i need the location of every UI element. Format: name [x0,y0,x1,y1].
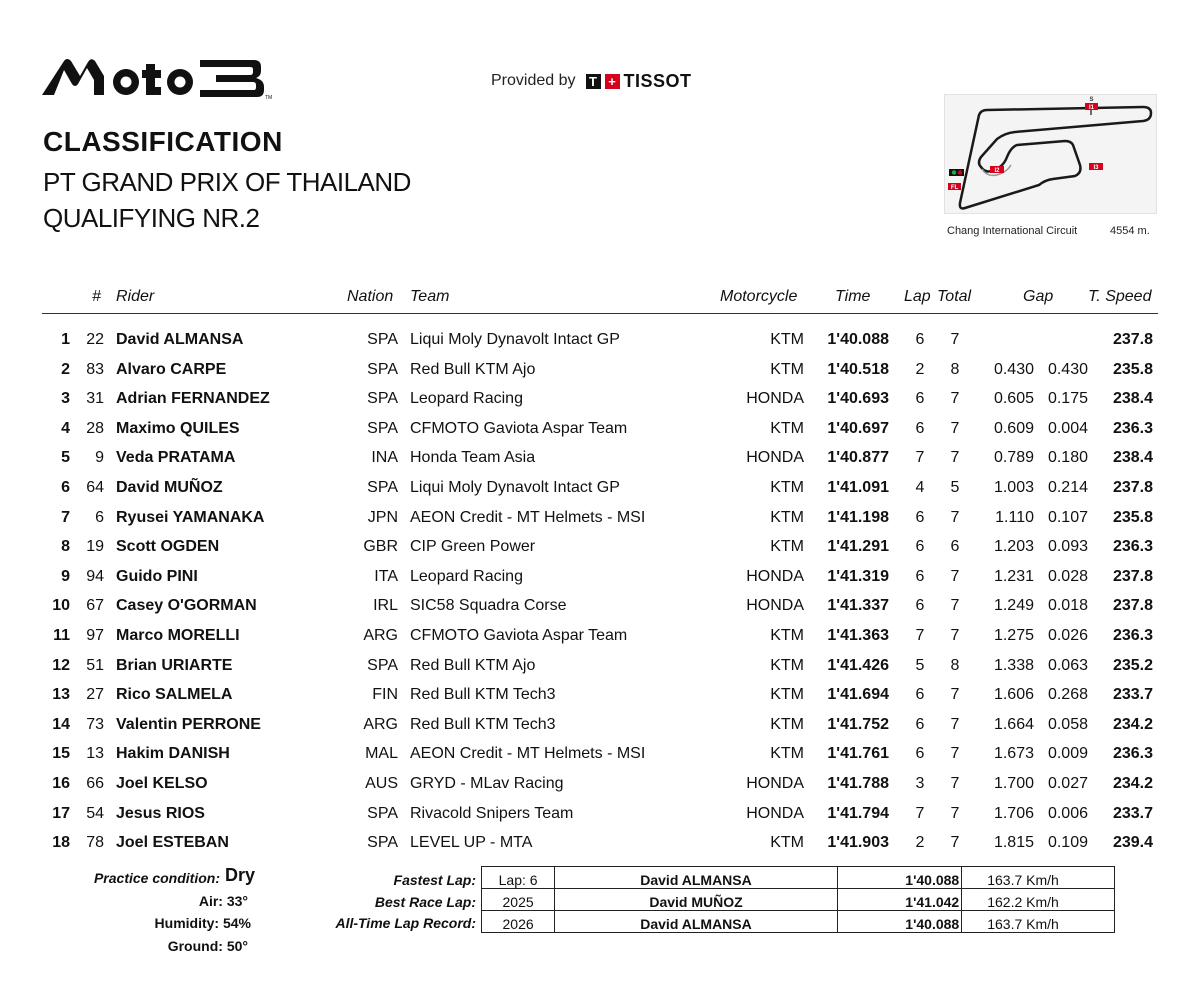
position: 13 [52,686,70,703]
best-lap-number: 6 [915,716,925,733]
rider-name: Brian URIARTE [116,657,233,674]
svg-text:I3: I3 [1093,165,1099,171]
lap-time: 1'41.794 [827,805,889,822]
nation: SPA [367,834,398,851]
gap-to-first: 0.789 [993,449,1034,466]
team-name: AEON Credit - MT Helmets - MSI [410,509,646,526]
lap-time: 1'40.697 [827,420,889,437]
motorcycle: HONDA [746,390,804,407]
motorcycle: KTM [770,420,804,437]
total-laps: 7 [950,597,960,614]
total-laps: 7 [950,686,960,703]
position: 9 [61,568,70,585]
rider-name: Adrian FERNANDEZ [116,390,270,407]
provided-by-label: Provided by [491,72,576,89]
motorcycle: KTM [770,361,804,378]
lap-time: 1'40.693 [827,390,889,407]
tissot-t-icon: T [586,74,601,89]
table-row [42,449,1158,473]
provided-by [491,70,692,92]
gap-to-previous: 0.107 [1047,509,1088,526]
col-team: Team [410,288,450,305]
top-speed: 239.4 [1112,834,1153,851]
lap-time: 1'41.337 [827,597,889,614]
team-name: LEVEL UP - MTA [410,834,533,851]
gap-to-first: 1.203 [993,538,1034,555]
total-laps: 7 [950,449,960,466]
lap-time: 1'41.363 [827,627,889,644]
header-divider [42,313,1158,314]
nation: AUS [365,775,398,792]
table-row [42,834,1158,858]
top-speed: 234.2 [1112,775,1153,792]
total-laps: 7 [950,568,960,585]
best-lap-number: 6 [915,420,925,437]
tissot-name: TISSOT [623,70,692,91]
gap-to-first: 1.231 [993,568,1034,585]
top-speed: 236.3 [1112,627,1153,644]
nation: SPA [367,331,398,348]
col-nation: Nation [347,288,394,305]
gap-to-first: 1.815 [993,834,1034,851]
top-speed: 236.3 [1112,420,1153,437]
rider-number: 78 [86,834,104,851]
top-speed: 238.4 [1112,390,1153,407]
table-row [42,479,1158,503]
record-rider: David ALMANSA [555,911,838,933]
table-row [42,805,1158,829]
circuit-track-icon [945,95,1156,213]
record-row-lap-record [482,911,1115,933]
position: 5 [61,449,70,466]
team-name: Red Bull KTM Ajo [410,361,536,378]
gap-to-previous: 0.430 [1047,361,1088,378]
best-lap-number: 6 [915,390,925,407]
svg-text:I2: I2 [994,168,1000,174]
record-rider: David MUÑOZ [555,889,838,911]
nation: IRL [373,597,398,614]
total-laps: 7 [950,716,960,733]
top-speed: 238.4 [1112,449,1153,466]
record-lap: Lap: 6 [482,867,555,889]
table-row [42,331,1158,355]
team-name: Leopard Racing [410,390,523,407]
gap-to-previous: 0.027 [1047,775,1088,792]
tissot-logo [586,71,692,92]
record-row-best-race-lap [482,889,1115,911]
gap-to-first: 1.249 [993,597,1034,614]
team-name: SIC58 Squadra Corse [410,597,567,614]
moto3-logo-icon [42,56,274,100]
event-title: PT GRAND PRIX OF THAILAND [43,167,411,197]
gap-to-first: 1.700 [993,775,1034,792]
total-laps: 8 [950,657,960,674]
team-name: AEON Credit - MT Helmets - MSI [410,745,646,762]
gap-to-previous: 0.009 [1047,745,1088,762]
rider-number: 28 [86,420,104,437]
best-lap-number: 2 [915,834,925,851]
fastest-lap-label: Fastest Lap: [393,872,476,888]
nation: SPA [367,390,398,407]
condition-label: Practice condition: [93,870,220,886]
gap-to-previous: 0.026 [1047,627,1088,644]
rider-name: Valentin PERRONE [116,716,261,733]
condition-value: Dry [225,865,256,885]
gap-to-first: 1.338 [993,657,1034,674]
humidity: Humidity: 54% [154,915,251,931]
ground-temperature: Ground: 50° [167,938,248,954]
motorcycle: KTM [770,479,804,496]
record-speed: 162.2 Km/h [962,889,1115,911]
team-name: CFMOTO Gaviota Aspar Team [410,420,628,437]
motorcycle: KTM [770,538,804,555]
circuit-name: Chang International Circuit [947,225,1078,237]
position: 17 [52,805,70,822]
team-name: Honda Team Asia [410,449,536,466]
total-laps: 7 [950,745,960,762]
nation: INA [371,449,398,466]
document-type-title: CLASSIFICATION [43,126,283,157]
gap-to-previous: 0.180 [1047,449,1088,466]
total-laps: 8 [950,361,960,378]
team-name: Liqui Moly Dynavolt Intact GP [410,479,620,496]
top-speed: 237.8 [1112,479,1153,496]
records-table [481,866,1115,933]
top-speed: 233.7 [1112,805,1153,822]
rider-name: Guido PINI [116,568,198,585]
trademark-symbol: TM [265,95,273,100]
motorcycle: KTM [770,331,804,348]
position: 11 [53,627,70,644]
record-time: 1'40.088 [837,911,961,933]
best-lap-number: 6 [915,509,925,526]
team-name: Red Bull KTM Tech3 [410,686,556,703]
total-laps: 7 [950,390,960,407]
record-row-fastest-lap [482,867,1115,889]
rider-number: 6 [95,509,104,526]
position: 10 [52,597,70,614]
col-speed: T. Speed [1088,288,1152,305]
tissot-cross-icon: + [605,74,620,89]
team-name: Rivacold Snipers Team [410,805,574,822]
total-laps: 7 [950,775,960,792]
rider-name: Rico SALMELA [116,686,233,703]
rider-number: 13 [86,745,104,762]
rider-name: Ryusei YAMANAKA [116,509,265,526]
session-title: QUALIFYING NR.2 [43,203,260,233]
rider-number: 83 [86,361,104,378]
position: 1 [61,331,70,348]
top-speed: 235.2 [1112,657,1153,674]
best-lap-number: 3 [915,775,925,792]
best-lap-number: 2 [915,361,925,378]
best-lap-number: 6 [915,745,925,762]
nation: ITA [374,568,398,585]
moto3-logo [42,56,274,100]
best-lap-number: 6 [915,568,925,585]
total-laps: 7 [950,627,960,644]
lap-time: 1'41.091 [827,479,889,496]
rider-number: 94 [86,568,104,585]
nation: MAL [365,745,398,762]
lap-time: 1'41.903 [827,834,889,851]
col-gap: Gap [1023,288,1054,305]
team-name: Red Bull KTM Ajo [410,657,536,674]
best-lap-number: 6 [915,331,925,348]
position: 14 [52,716,70,733]
motorcycle: HONDA [746,805,804,822]
total-laps: 7 [950,805,960,822]
table-row [42,686,1158,710]
team-name: CFMOTO Gaviota Aspar Team [410,627,628,644]
motorcycle: HONDA [746,597,804,614]
rider-number: 97 [86,627,104,644]
position: 3 [61,390,70,407]
gap-to-previous: 0.175 [1047,390,1088,407]
gap-to-previous: 0.268 [1047,686,1088,703]
circuit-length: 4554 m. [1110,225,1150,237]
gap-to-previous: 0.018 [1047,597,1088,614]
best-lap-number: 6 [915,686,925,703]
nation: SPA [367,420,398,437]
motorcycle: KTM [770,716,804,733]
rider-number: 9 [95,449,104,466]
col-number: # [92,288,101,305]
rider-number: 73 [86,716,104,733]
team-name: GRYD - MLav Racing [410,775,564,792]
air-temperature: Air: 33° [198,893,248,909]
motorcycle: KTM [770,834,804,851]
top-speed: 235.8 [1112,509,1153,526]
col-lap: Lap [904,288,931,305]
lap-record-label: All-Time Lap Record: [335,915,476,931]
nation: ARG [363,716,398,733]
position: 15 [52,745,70,762]
top-speed: 236.3 [1112,538,1153,555]
record-lap: 2026 [482,911,555,933]
table-row [42,745,1158,769]
col-motorcycle: Motorcycle [720,288,798,305]
gap-to-first: 0.430 [993,361,1034,378]
position: 12 [52,657,70,674]
table-row [42,627,1158,651]
svg-text:I1: I1 [1088,105,1095,111]
gap-to-first: 1.706 [993,805,1034,822]
lap-time: 1'40.088 [827,331,889,348]
top-speed: 234.2 [1112,716,1153,733]
position: 7 [61,509,70,526]
rider-name: Alvaro CARPE [116,361,227,378]
table-row [42,568,1158,592]
top-speed: 235.8 [1112,361,1153,378]
best-lap-number: 7 [915,627,925,644]
table-row [42,538,1158,562]
gap-to-previous: 0.109 [1047,834,1088,851]
gap-to-first: 0.609 [993,420,1034,437]
best-lap-number: 4 [915,479,925,496]
gap-to-first: 1.275 [993,627,1034,644]
lap-time: 1'41.426 [827,657,889,674]
record-speed: 163.7 Km/h [962,911,1115,933]
rider-name: Casey O'GORMAN [116,597,257,614]
best-lap-number: 7 [915,805,925,822]
position: 8 [61,538,70,555]
gap-to-previous: 0.028 [1047,568,1088,585]
lap-time: 1'40.877 [827,449,889,466]
rider-number: 31 [86,390,104,407]
gap-to-previous: 0.093 [1047,538,1088,555]
gap-to-first: 1.673 [993,745,1034,762]
motorcycle: KTM [770,657,804,674]
position: 2 [61,361,70,378]
position: 4 [61,420,70,437]
table-header [42,288,1158,308]
rider-name: Marco MORELLI [116,627,240,644]
rider-name: David MUÑOZ [116,479,223,496]
gap-to-previous: 0.214 [1047,479,1088,496]
gap-to-previous: 0.058 [1047,716,1088,733]
rider-name: David ALMANSA [116,331,244,348]
top-speed: 236.3 [1112,745,1153,762]
circuit-map [944,94,1157,214]
team-name: Leopard Racing [410,568,523,585]
table-row [42,775,1158,799]
col-time: Time [835,288,871,305]
gap-to-previous: 0.004 [1047,420,1088,437]
top-speed: 237.8 [1112,597,1153,614]
best-race-lap-label: Best Race Lap: [374,894,476,910]
position: 16 [52,775,70,792]
motorcycle: KTM [770,686,804,703]
rider-number: 67 [86,597,104,614]
gap-to-first: 1.606 [993,686,1034,703]
nation: ARG [363,627,398,644]
best-lap-number: 7 [915,449,925,466]
motorcycle: HONDA [746,775,804,792]
svg-text:FL: FL [950,185,959,191]
motorcycle: KTM [770,745,804,762]
record-time: 1'40.088 [837,867,961,889]
team-name: CIP Green Power [410,538,536,555]
motorcycle: HONDA [746,568,804,585]
rider-name: Veda PRATAMA [116,449,236,466]
motorcycle: KTM [770,627,804,644]
record-time: 1'41.042 [837,889,961,911]
lap-time: 1'41.788 [827,775,889,792]
total-laps: 7 [950,420,960,437]
gap-to-previous: 0.063 [1047,657,1088,674]
lap-time: 1'41.752 [827,716,889,733]
total-laps: 7 [950,331,960,348]
record-lap: 2025 [482,889,555,911]
table-row [42,390,1158,414]
svg-text:S: S [1089,97,1094,103]
table-row [42,657,1158,681]
best-lap-number: 6 [915,538,925,555]
lap-time: 1'41.761 [827,745,889,762]
gap-to-first: 0.605 [993,390,1034,407]
rider-name: Joel ESTEBAN [116,834,229,851]
total-laps: 6 [950,538,960,555]
rider-name: Joel KELSO [116,775,208,792]
table-row [42,361,1158,385]
gap-to-first: 1.110 [995,509,1034,526]
lap-time: 1'41.319 [827,568,889,585]
rider-number: 54 [86,805,104,822]
gap-to-previous: 0.006 [1047,805,1088,822]
nation: SPA [367,805,398,822]
rider-name: Hakim DANISH [116,745,230,762]
top-speed: 237.8 [1112,331,1153,348]
nation: SPA [367,361,398,378]
top-speed: 237.8 [1112,568,1153,585]
motorcycle: KTM [770,509,804,526]
best-lap-number: 6 [915,597,925,614]
rider-number: 22 [86,331,104,348]
nation: SPA [367,657,398,674]
table-row [42,716,1158,740]
total-laps: 5 [950,479,960,496]
rider-name: Jesus RIOS [116,805,205,822]
top-speed: 233.7 [1112,686,1153,703]
rider-number: 66 [86,775,104,792]
lap-time: 1'41.198 [827,509,889,526]
team-name: Liqui Moly Dynavolt Intact GP [410,331,620,348]
motorcycle: HONDA [746,449,804,466]
position: 6 [61,479,70,496]
best-lap-number: 5 [915,657,925,674]
nation: SPA [367,479,398,496]
rider-name: Scott OGDEN [116,538,220,555]
nation: JPN [367,509,398,526]
total-laps: 7 [950,509,960,526]
record-speed: 163.7 Km/h [962,867,1115,889]
table-row [42,509,1158,533]
rider-number: 64 [86,479,104,496]
nation: FIN [372,686,398,703]
nation: GBR [363,538,398,555]
total-laps: 7 [950,834,960,851]
col-total: Total [937,288,972,305]
gap-to-first: 1.664 [993,716,1034,733]
gap-to-first: 1.003 [993,479,1034,496]
lap-time: 1'41.291 [827,538,889,555]
rider-number: 27 [86,686,104,703]
col-rider: Rider [116,288,155,305]
rider-number: 51 [86,657,104,674]
record-rider: David ALMANSA [555,867,838,889]
table-row [42,420,1158,444]
team-name: Red Bull KTM Tech3 [410,716,556,733]
position: 18 [52,834,70,851]
table-row [42,597,1158,621]
lap-time: 1'40.518 [827,361,889,378]
lap-time: 1'41.694 [827,686,889,703]
rider-number: 19 [86,538,104,555]
rider-name: Maximo QUILES [116,420,240,437]
